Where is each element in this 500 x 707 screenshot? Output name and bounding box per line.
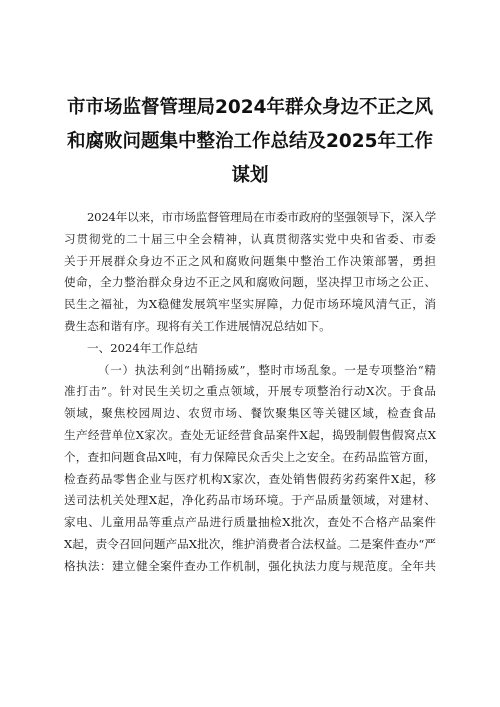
text-line: 习贯彻党的二十届三中全会精神，认真贯彻落实党中央和省委、市委 [64, 231, 436, 246]
text-line: 2024年以来，市市场监督管理局在市委市政府的坚强领导下，深入学 [87, 210, 436, 224]
text-line: 格执法：建立健全案件查办工作机制，强化执法力度与规范度。全年共 [64, 558, 436, 573]
text-line: （一）执法利剑“出鞘扬威”，整时市场乱象。一是专项整治“精 [98, 362, 436, 377]
document-title [60, 91, 440, 193]
title-line: 和腐败问题集中整治工作总结及2025年工作 [67, 131, 433, 152]
text-line: 送司法机关处理X起，净化药品市场环境。于产品质量领域，对建材、 [64, 493, 436, 508]
text-line: 费生态和谐有序。现将有关工作进展情况总结如下。 [64, 318, 331, 333]
title-line: 市市场监督管理局2024年群众身边不正之风 [67, 97, 433, 118]
section-heading-text: 一、2024年工作总结 [87, 340, 198, 355]
title-line: 谋划 [231, 165, 269, 186]
text-line: X起，责令召回问题产品X批次，维护消费者合法权益。二是案件查办“严 [64, 536, 436, 551]
text-line: 生产经营单位X家次。查处无证经营食品案件X起，捣毁制假售假窝点X [64, 427, 436, 442]
text-line: 关于开展群众身边不正之风和腐败问题集中整治工作决策部署，勇担 [64, 253, 436, 268]
intro-paragraph [64, 207, 436, 338]
text-line: 家电、儿童用品等重点产品进行质量抽检X批次，查处不合格产品案件 [64, 515, 436, 530]
text-line: 检查药品零售企业与医疗机构X家次，查处销售假药劣药案件X起，移 [64, 471, 436, 486]
subsection-paragraph [64, 360, 436, 578]
section-heading [64, 338, 436, 360]
text-line: 个，查扣问题食品X吨，有力保障民众舌尖上之安全。在药品监管方面， [64, 449, 436, 464]
text-line: 领域，聚焦校园周边、农贸市场、餐饮聚集区等关键区域，检查食品 [64, 406, 436, 421]
text-line: 准打击”。针对民生关切之重点领域，开展专项整治行动X次。于食品 [64, 384, 436, 399]
text-line: 使命，全力整治群众身边不正之风和腐败问题，坚决捍卫市场之公正、 [64, 275, 436, 290]
text-line: 民生之福祉，为X稳健发展筑牢坚实屏障，力促市场环境风清气正，消 [64, 297, 436, 312]
document-body [64, 207, 436, 578]
